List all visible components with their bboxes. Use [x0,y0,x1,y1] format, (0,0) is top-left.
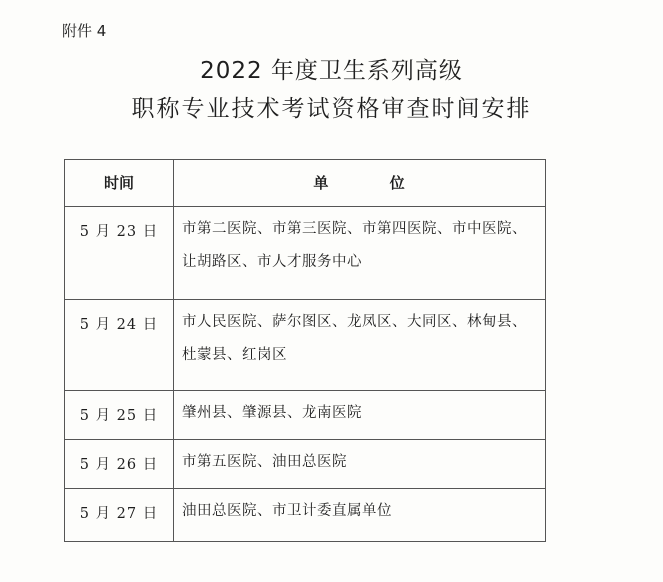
document-title-line-1: 2022 年度卫生系列高级 [200,58,463,84]
date-cell: 5 月 26 日 [65,440,174,489]
table-row [65,489,546,542]
document-title-line-2: 职称专业技术考试资格审查时间安排 [131,96,532,122]
units-cell: 油田总医院、市卫计委直属单位 [174,489,546,542]
date-cell: 5 月 25 日 [65,391,174,440]
units-cell: 肇州县、肇源县、龙南医院 [174,391,546,440]
date-cell: 5 月 24 日 [65,300,174,391]
column-header-unit: 单 位 [174,160,546,207]
units-cell: 市人民医院、萨尔图区、龙凤区、大同区、林甸县、杜蒙县、红岗区 [174,300,546,391]
table-row [65,207,546,300]
table-header-row [65,160,546,207]
table-row [65,300,546,391]
units-cell: 市第五医院、油田总医院 [174,440,546,489]
date-cell: 5 月 23 日 [65,207,174,300]
table-row [65,440,546,489]
units-cell: 市第二医院、市第三医院、市第四医院、市中医院、让胡路区、市人才服务中心 [174,207,546,300]
table-row [65,391,546,440]
column-header-time: 时间 [65,160,174,207]
attachment-label: 附件 4 [62,22,107,40]
schedule-table [64,159,546,542]
date-cell: 5 月 27 日 [65,489,174,542]
